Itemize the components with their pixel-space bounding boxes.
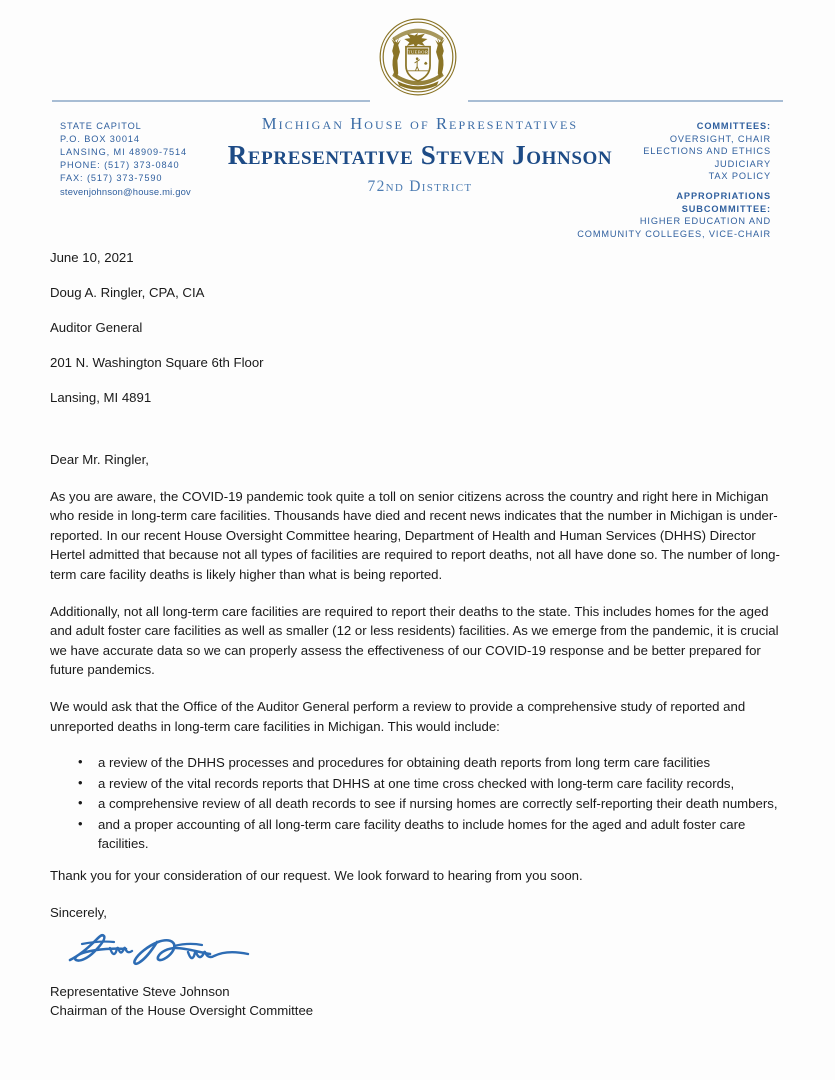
committees-heading: COMMITTEES: [696,121,771,131]
header-rule-left [52,100,370,102]
body-paragraph-1: As you are aware, the COVID-19 pandemic took quite a toll on senior citizens across the country and right here in Michigan who reside in long-term care facilities. Thousands have died and recent news indicates that the number in Michigan is under-reported. In our recent House Oversight Committee hearing, Department of Health and Human Services (DHHS) Director Hertel admitted that because not all types of facilities are required to report deaths, not all have done so. The number of long-term care facility deaths is likely higher than what is being reported. [50,488,780,582]
list-item: • a review of the DHHS processes and procedures for obtaining death reports from long term care facilities [50,753,785,773]
body-paragraph-3: We would ask that the Office of the Auditor General perform a review to provide a comprehensive study of reported and unreported deaths in long-term care facilities in Michigan. This would include: [50,698,746,734]
closing-sincerely: Sincerely, [50,904,107,920]
seal-container [0,14,835,100]
committees-block [577,120,771,240]
committee-item: OVERSIGHT, CHAIR [669,133,771,144]
subcommittee-item: COMMUNITY COLLEGES, VICE-CHAIR [577,228,771,239]
page-title: Representative Steven Johnson [227,139,613,170]
list-item: • a comprehensive review of all death records to see if nursing homes are correctly self-reporting their death numbers, [50,794,785,814]
list-item: • a review of the vital records reports that DHHS at one time cross checked with long-term care facility records, [50,774,785,794]
appropriations-heading-line1: APPROPRIATIONS [676,190,771,201]
steve-johnson-signature-icon [62,926,277,976]
closing-thanks: Thank you for your consideration of our request. We look forward to hearing from you soon. [50,868,583,884]
salutation: Dear Mr. Ringler, [50,451,149,467]
chamber-title: Michigan House of Representatives [261,114,579,133]
letterhead [0,0,835,239]
contact-block [60,120,191,199]
letterhead-titles [200,116,640,194]
body-paragraph-2: Additionally, not all long-term care facilities are required to report their deaths to the state. This includes homes for the aged and adult foster care facilities as well as smaller (12 or less residents) facilities. As we emerge from the pandemic, it is crucial we have accurate data so we can properly assess the effectiveness of our COVID-19 response and be better prepared for future pandemics. [50,603,779,678]
committee-item: TAX POLICY [708,171,771,182]
header-rule-right [468,100,783,102]
contact-state-capitol: STATE CAPITOL [60,121,142,131]
contact-fax: FAX: (517) 373-7590 [60,173,163,184]
contact-email[interactable]: stevenjohnson@house.mi.gov [60,186,191,198]
contact-phone: PHONE: (517) 373-0840 [60,160,180,171]
appropriations-heading-line2: SUBCOMMITTEE: [681,203,771,214]
recipient-name: Doug A. Ringler, CPA, CIA [50,285,205,301]
committees-spacer [577,183,771,190]
request-list [50,753,785,854]
signature-container [62,926,785,982]
committee-item: ELECTIONS AND ETHICS [643,146,771,157]
district-label: 72nd District [367,177,473,195]
signer-name: Representative Steve Johnson [50,984,230,1000]
recipient-title: Auditor General [50,320,143,336]
signer-title: Chairman of the House Oversight Committee [50,1003,314,1019]
committee-item: JUDICIARY [714,158,771,169]
contact-city-zip: LANSING, MI 48909-7514 [60,147,188,158]
letter-date: June 10, 2021 [50,250,134,265]
recipient-street-address: 201 N. Washington Square 6th Floor [50,355,264,371]
contact-po-box: P.O. BOX 30014 [60,134,140,145]
svg-text:TUEBOR: TUEBOR [407,50,428,56]
subcommittee-item: HIGHER EDUCATION AND [639,216,771,227]
signature-block [50,982,785,1020]
michigan-state-seal-icon [375,14,461,100]
letter-body [50,248,785,1021]
recipient-city-state: Lansing, MI 4891 [50,390,152,406]
list-item: • and a proper accounting of all long-term care facility deaths to include homes for the aged and adult foster care facilities. [50,815,785,854]
